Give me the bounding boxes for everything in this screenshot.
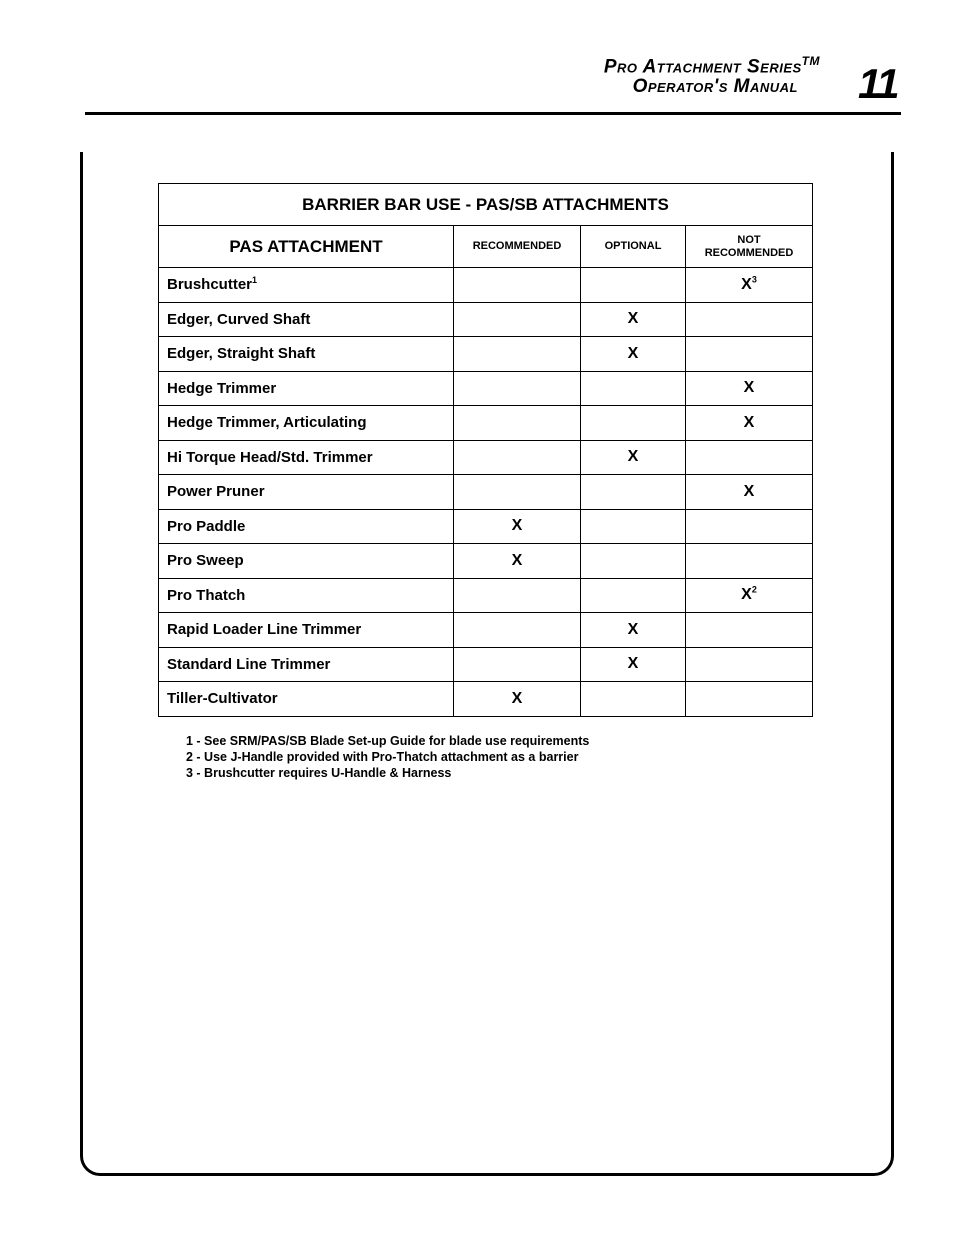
recommended-mark-cell [454, 613, 581, 648]
page-number: 11 [858, 60, 898, 107]
attachment-name [159, 682, 454, 717]
footnote-ref: 2 [751, 584, 757, 595]
column-header-not-recommended-line2: RECOMMENDED [704, 246, 794, 259]
not-recommended-mark-cell [686, 544, 813, 579]
recommended-mark: X [511, 689, 523, 707]
attachment-name [159, 337, 454, 372]
not-recommended-mark-cell [686, 682, 813, 717]
attachment-name-text: Pro Paddle [167, 517, 246, 535]
attachment-name [159, 302, 454, 337]
footnotes [186, 733, 589, 781]
optional-mark-cell [581, 682, 686, 717]
table-body [159, 268, 813, 717]
column-header-not-recommended-line1: NOT [737, 233, 761, 246]
recommended-mark-cell [454, 682, 581, 717]
recommended-mark-cell [454, 475, 581, 510]
attachment-name [159, 647, 454, 682]
optional-mark: X [627, 310, 639, 328]
optional-mark-cell [581, 406, 686, 441]
not-recommended-mark-cell [686, 406, 813, 441]
manual-title [604, 50, 820, 98]
not-recommended-mark: X [741, 275, 752, 293]
table-row [159, 647, 813, 682]
not-recommended-mark-cell [686, 337, 813, 372]
recommended-mark: X [511, 517, 523, 535]
optional-mark: X [627, 620, 639, 638]
recommended-mark-cell [454, 440, 581, 475]
table-row [159, 544, 813, 579]
not-recommended-mark-cell [686, 268, 813, 303]
not-recommended-mark: X [743, 379, 755, 397]
table-row [159, 613, 813, 648]
optional-mark-cell [581, 440, 686, 475]
not-recommended-mark-cell [686, 371, 813, 406]
manual-title-line1: Pro Attachment Series [603, 56, 802, 78]
not-recommended-mark-cell [686, 440, 813, 475]
table-row [159, 268, 813, 303]
column-header-recommended: RECOMMENDED [454, 226, 581, 268]
recommended-mark-cell [454, 302, 581, 337]
table-row [159, 302, 813, 337]
recommended-mark-cell [454, 268, 581, 303]
attachment-name-text: Edger, Straight Shaft [167, 345, 316, 363]
attachment-name [159, 509, 454, 544]
optional-mark-cell [581, 647, 686, 682]
table-row [159, 337, 813, 372]
attachment-name-text: Hi Torque Head/Std. Trimmer [167, 448, 373, 466]
recommended-mark: X [511, 551, 523, 569]
recommended-mark-cell [454, 509, 581, 544]
attachment-name-text: Pro Thatch [167, 586, 246, 604]
not-recommended-mark-cell [686, 647, 813, 682]
not-recommended-mark-cell [686, 475, 813, 510]
attachment-name-text: Tiller-Cultivator [167, 690, 278, 708]
recommended-mark-cell [454, 647, 581, 682]
optional-mark-cell [581, 371, 686, 406]
optional-mark: X [627, 655, 639, 673]
attachment-name [159, 440, 454, 475]
attachment-name-text: Power Pruner [167, 483, 265, 501]
attachment-name [159, 544, 454, 579]
footnote-ref: 1 [252, 275, 258, 286]
optional-mark: X [627, 344, 639, 362]
attachment-name-text: Pro Sweep [167, 552, 244, 570]
not-recommended-mark-cell [686, 578, 813, 613]
attachment-name [159, 578, 454, 613]
attachment-name [159, 475, 454, 510]
barrier-bar-table [158, 183, 813, 717]
table-row [159, 509, 813, 544]
header-rule [85, 112, 901, 115]
attachment-name-text: Brushcutter [167, 276, 253, 294]
column-header-attachment: PAS ATTACHMENT [159, 226, 454, 268]
attachment-name-text: Hedge Trimmer [167, 379, 277, 397]
trademark-mark: TM [801, 54, 820, 68]
not-recommended-mark-cell [686, 613, 813, 648]
optional-mark-cell [581, 337, 686, 372]
column-header-optional: OPTIONAL [581, 226, 686, 268]
attachment-name-text: Edger, Curved Shaft [167, 310, 311, 328]
recommended-mark-cell [454, 337, 581, 372]
footnote-1: 1 - See SRM/PAS/SB Blade Set-up Guide for blade use requirements [186, 734, 590, 748]
attachment-name-text: Hedge Trimmer, Articulating [167, 414, 367, 432]
optional-mark-cell [581, 509, 686, 544]
table-title: BARRIER BAR USE - PAS/SB ATTACHMENTS [159, 184, 813, 226]
column-header-not-recommended [686, 226, 813, 268]
table-row [159, 682, 813, 717]
attachment-name-text: Standard Line Trimmer [167, 655, 331, 673]
attachment-name [159, 406, 454, 441]
attachment-name-text: Rapid Loader Line Trimmer [167, 621, 362, 639]
optional-mark-cell [581, 475, 686, 510]
table-row [159, 578, 813, 613]
recommended-mark-cell [454, 371, 581, 406]
optional-mark-cell [581, 302, 686, 337]
optional-mark-cell [581, 544, 686, 579]
footnote-3: 3 - Brushcutter requires U-Handle & Harness [186, 766, 452, 780]
recommended-mark-cell [454, 406, 581, 441]
manual-title-line2: Operator's Manual [632, 76, 798, 98]
not-recommended-mark: X [743, 482, 755, 500]
optional-mark-cell [581, 268, 686, 303]
footnote-ref: 3 [751, 274, 757, 285]
optional-mark-cell [581, 613, 686, 648]
table-row [159, 475, 813, 510]
table-row [159, 371, 813, 406]
recommended-mark-cell [454, 544, 581, 579]
not-recommended-mark: X [741, 586, 752, 604]
attachment-name [159, 613, 454, 648]
table-row [159, 440, 813, 475]
not-recommended-mark-cell [686, 302, 813, 337]
table-row [159, 406, 813, 441]
recommended-mark-cell [454, 578, 581, 613]
attachment-name [159, 268, 454, 303]
attachment-name [159, 371, 454, 406]
not-recommended-mark-cell [686, 509, 813, 544]
footnote-2: 2 - Use J-Handle provided with Pro-Thatch attachment as a barrier [186, 750, 579, 764]
optional-mark-cell [581, 578, 686, 613]
optional-mark: X [627, 448, 639, 466]
not-recommended-mark: X [743, 413, 755, 431]
